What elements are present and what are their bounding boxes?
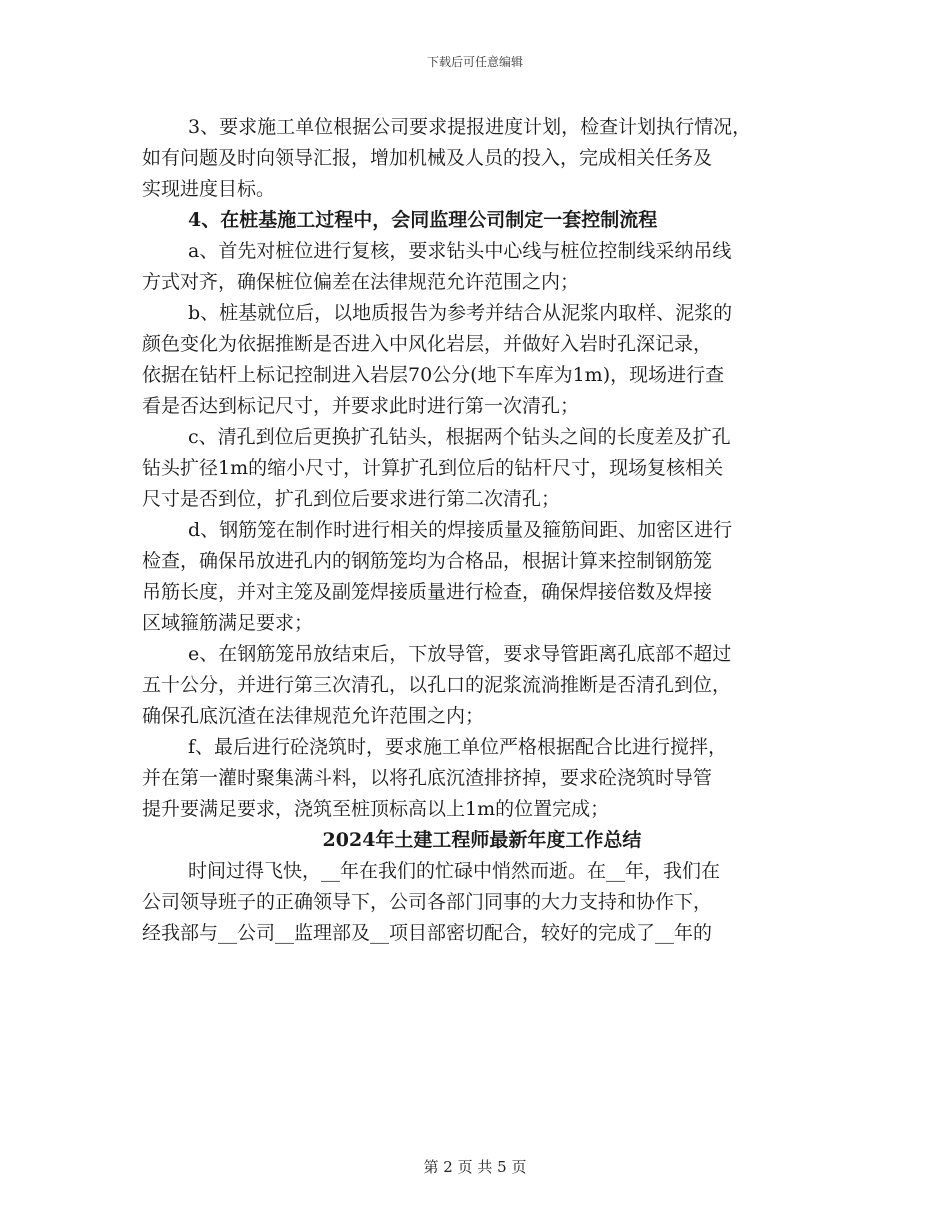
section-heading: 4、在桩基施工过程中，会同监理公司制定一套控制流程 [188,209,658,231]
paragraph-line: 五十公分，并进行第三次清孔，以孔口的泥浆流淌推断是否清孔到位， [142,674,732,696]
document-body [142,112,822,949]
paragraph-line: 看是否达到标记尺寸，并要求此时进行第一次清孔； [142,395,580,417]
paragraph-line: b、桩基就位后，以地质报告为参考并结合从泥浆内取样、泥浆的 [188,302,733,324]
page-number-footer: 第 2 页 共 5 页 [423,1158,527,1176]
paragraph-line: f、最后进行砼浇筑时，要求施工单位严格根据配合比进行搅拌， [188,736,728,758]
paragraph-line: 尺寸是否到位，扩孔到位后要求进行第二次清孔； [142,488,561,510]
paragraph-line: a、首先对桩位进行复核，要求钻头中心线与桩位控制线采纳吊线 [188,240,732,262]
paragraph-line: 3、要求施工单位根据公司要求提报进度计划，检查计划执行情况， [188,116,752,138]
paragraph-line: 经我部与__公司__监理部及__项目部密切配合，较好的完成了__年的 [142,922,713,944]
paragraph-line: 确保孔底沉渣在法律规范允许范围之内； [142,705,485,727]
paragraph-line: c、清孔到位后更换扩孔钻头，根据两个钻头之间的长度差及扩孔 [188,426,731,448]
paragraph-line: 区域箍筋满足要求； [142,612,314,634]
paragraph-line: d、钢筋笼在制作时进行相关的焊接质量及箍筋间距、加密区进行 [188,519,733,541]
paragraph-line: 并在第一灌时聚集满斗料，以将孔底沉渣排挤掉，要求砼浇筑时导管 [142,767,713,789]
paragraph-line: 方式对齐，确保桩位偏差在法律规范允许范围之内； [142,271,580,293]
paragraph-line: 吊筋长度，并对主笼及副笼焊接质量进行检查，确保焊接倍数及焊接 [142,581,713,603]
page-header-note: 下载后可任意编辑 [426,55,523,69]
paragraph-line: e、在钢筋笼吊放结束后，下放导管，要求导管距离孔底部不超过 [188,643,732,665]
paragraph-line: 提升要满足要求，浇筑至桩顶标高以上1m的位置完成； [142,798,610,820]
paragraph-line: 时间过得飞快，__年在我们的忙碌中悄然而逝。在__年，我们在 [188,860,721,882]
paragraph-line: 钻头扩径1m的缩小尺寸，计算扩孔到位后的钻杆尺寸，现场复核相关 [142,457,724,479]
paragraph-line: 实现进度目标。 [142,178,276,200]
paragraph-line: 公司领导班子的正确领导下，公司各部门同事的大力支持和协作下， [142,891,713,913]
paragraph-line: 依据在钻杆上标记控制进入岩层70公分(地下车库为1m)，现场进行查 [142,364,725,386]
paragraph-line: 检查，确保吊放进孔内的钢筋笼均为合格品，根据计算来控制钢筋笼 [142,550,713,572]
paragraph-line: 如有问题及时向领导汇报，增加机械及人员的投入，完成相关任务及 [142,147,713,169]
document-section-title: 2024年土建工程师最新年度工作总结 [322,829,642,851]
paragraph-line: 颜色变化为依据推断是否进入中风化岩层，并做好入岩时孔深记录， [142,333,713,355]
